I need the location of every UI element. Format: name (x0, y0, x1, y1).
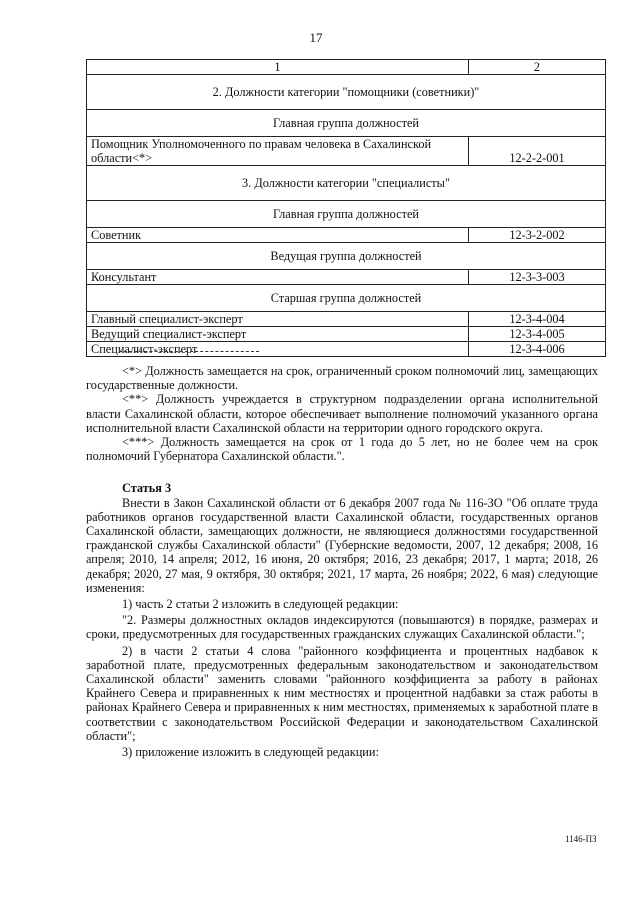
footnote-3: <***> Должность замещается на срок от 1 года до 5 лет, но не более чем на срок полномочий Губернатора Сахалинской области.". (86, 435, 598, 464)
article-intro: Внести в Закон Сахалинской области от 6 декабря 2007 года № 116-ЗО "Об оплате труда работников органов государственной власти Сахалинской области, государственных органов Сахалинской области, замещающих должности, не являющиеся должностями государственной гражданской службы Сахалинской области" (Губернские ведомости, 2007, 12 декабря; 2008, 16 апреля; 2010, 14 апреля; 2012, 16 июня, 20 октября; 2016, 23 декабря; 2017, 1 марта; 2018, 26 декабря; 2020, 27 мая, 9 октября, 30 октября; 2021, 17 марта, 26 ноября; 2022, 6 мая) следующие изменения: (86, 495, 598, 595)
table-row (87, 228, 606, 243)
footnote-2: <**> Должность учреждается в структурном подразделении органа исполнительной власти Сахалинской области, которое обеспечивает выполнение полномочий указанного органа исполнительной власти Сахалинской области на территории одного городского округа. (86, 392, 598, 435)
group-row (87, 110, 606, 137)
position-code: 12-3-4-006 (469, 342, 606, 357)
document-body (86, 364, 598, 759)
column-header-2: 2 (469, 60, 606, 75)
category-row (87, 166, 606, 201)
table-row (87, 342, 606, 357)
position-code: 12-3-4-005 (469, 327, 606, 342)
group-row (87, 285, 606, 312)
group-main: Главная группа должностей (87, 201, 606, 228)
group-main: Главная группа должностей (87, 110, 606, 137)
table-row (87, 137, 606, 166)
footnote-separator (119, 351, 259, 352)
page-number: 17 (309, 30, 323, 45)
footnote-1: <*> Должность замещается на срок, ограниченный сроком полномочий лиц, замещающих государственные должности. (86, 364, 598, 393)
amendment-item-2: 2) в части 2 статьи 4 слова "районного коэффициента и процентных надбавок к заработной плате, предусмотренных федеральным законодательством и законодательством Сахалинской области" заменить словами "районного коэффициента за работу в районах Крайнего Севера и приравненных к ним местностях и процентной надбавки за стаж работы в районах Крайнего Севера и приравненных к ним местностях, применяемых к заработной плате в соответствии с законодательством Российской Федерации и законодательством Сахалинской области"; (86, 643, 598, 743)
position-code: 12-3-3-003 (469, 270, 606, 285)
table-row (87, 327, 606, 342)
position-name: Ведущий специалист-эксперт (87, 327, 469, 342)
group-senior: Старшая группа должностей (87, 285, 606, 312)
position-code: 12-2-2-001 (469, 137, 606, 166)
group-row (87, 243, 606, 270)
position-name: Специалист-эксперт (87, 342, 469, 357)
position-name: Главный специалист-эксперт (87, 312, 469, 327)
category-row (87, 75, 606, 110)
group-leading: Ведущая группа должностей (87, 243, 606, 270)
group-row (87, 201, 606, 228)
table-row (87, 270, 606, 285)
position-name: Помощник Уполномоченного по правам человека в Сахалинской области<*> (87, 137, 469, 166)
category-advisors: 2. Должности категории "помощники (советники)" (87, 75, 606, 110)
table-header-row (87, 60, 606, 75)
positions-table (86, 59, 606, 357)
column-header-1: 1 (87, 60, 469, 75)
category-specialists: 3. Должности категории "специалисты" (87, 166, 606, 201)
position-code: 12-3-2-002 (469, 228, 606, 243)
position-code: 12-3-4-004 (469, 312, 606, 327)
document-code: 1146-ПЗ (565, 834, 597, 844)
position-name: Консультант (87, 270, 469, 285)
amendment-item-1-quote: "2. Размеры должностных окладов индексируются (повышаются) в порядке, размерах и сроки, предусмотренных для государственных гражданских служащих Сахалинской области."; (86, 613, 598, 642)
amendment-item-3: 3) приложение изложить в следующей редакции: (122, 745, 379, 760)
article-title: Статья 3 (122, 481, 172, 496)
amendment-item-1: 1) часть 2 статьи 2 изложить в следующей редакции: (122, 597, 399, 612)
table-row (87, 312, 606, 327)
position-name: Советник (87, 228, 469, 243)
